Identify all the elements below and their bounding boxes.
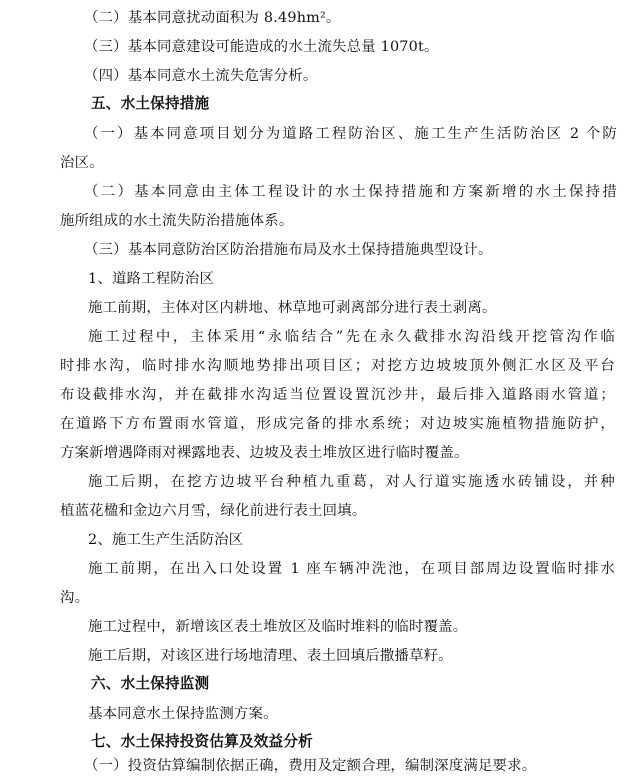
paragraph-line: 基本同意水土保持监测方案。 xyxy=(88,706,278,722)
paragraph-line: 施工前期，主体对区内耕地、林草地可剥离部分进行表土剥离。 xyxy=(88,300,497,316)
paragraph-line: 沟。 xyxy=(60,590,90,606)
paragraph-line: 施工过程中，主体采用“永临结合”先在永久截排水沟沿线开挖管沟作临 xyxy=(88,329,615,345)
paragraph-line: 植蓝花楹和金边六月雪，绿化前进行表土回填。 xyxy=(60,503,367,519)
paragraph-line: （一）投资估算编制依据正确，费用及定额合理，编制深度满足要求。 xyxy=(84,758,537,774)
section-heading: 五、水土保持措施 xyxy=(91,95,210,112)
subsection-heading: 2、施工生产生活防治区 xyxy=(88,532,244,548)
paragraph-line: （二）基本同意由主体工程设计的水土保持措施和方案新增的水土保持措 xyxy=(84,184,617,200)
paragraph-line: 布设截排水沟，并在截排水沟适当位置设置沉沙井，最后排入道路雨水管道； xyxy=(60,387,615,403)
paragraph-line: （四）基本同意水土流失危害分析。 xyxy=(84,68,318,84)
paragraph-line: （三）基本同意防治区防治措施布局及水土保持措施典型设计。 xyxy=(84,242,493,258)
paragraph-line: （三）基本同意建设可能造成的水土流失总量 1070t。 xyxy=(84,39,439,55)
paragraph-line: （一）基本同意项目划分为道路工程防治区、施工生产生活防治区 2 个防 xyxy=(84,126,617,142)
paragraph-line: 施工前期，在出入口处设置 1 座车辆冲洗池，在项目部周边设置临时排水 xyxy=(88,561,615,577)
section-heading: 六、水土保持监测 xyxy=(91,675,210,692)
paragraph-line: 时排水沟，临时排水沟顺地势排出项目区；对挖方边坡坡顶外侧汇水区及平台 xyxy=(60,358,615,374)
paragraph-line: （二）基本同意扰动面积为 8.49hm²。 xyxy=(84,10,341,26)
paragraph-line: 治区。 xyxy=(60,155,104,171)
paragraph-line: 施工过程中，新增该区表土堆放区及临时堆料的临时覆盖。 xyxy=(88,619,468,635)
subsection-heading: 1、道路工程防治区 xyxy=(88,271,215,287)
paragraph-line: 施所组成的水土流失防治措施体系。 xyxy=(60,213,294,229)
paragraph-line: 施工后期，对该区进行场地清理、表土回填后撒播草籽。 xyxy=(88,648,453,664)
paragraph-line: 在道路下方布置雨水管道，形成完备的排水系统；对边坡实施植物措施防护， xyxy=(60,416,615,432)
section-heading: 七、水土保持投资估算及效益分析 xyxy=(91,733,313,750)
paragraph-line: 方案新增遇降雨对裸露地表、边坡及表土堆放区进行临时覆盖。 xyxy=(60,445,469,461)
paragraph-line: 施工后期，在挖方边坡平台种植九重葛，对人行道实施透水砖铺设，并种 xyxy=(88,474,615,490)
